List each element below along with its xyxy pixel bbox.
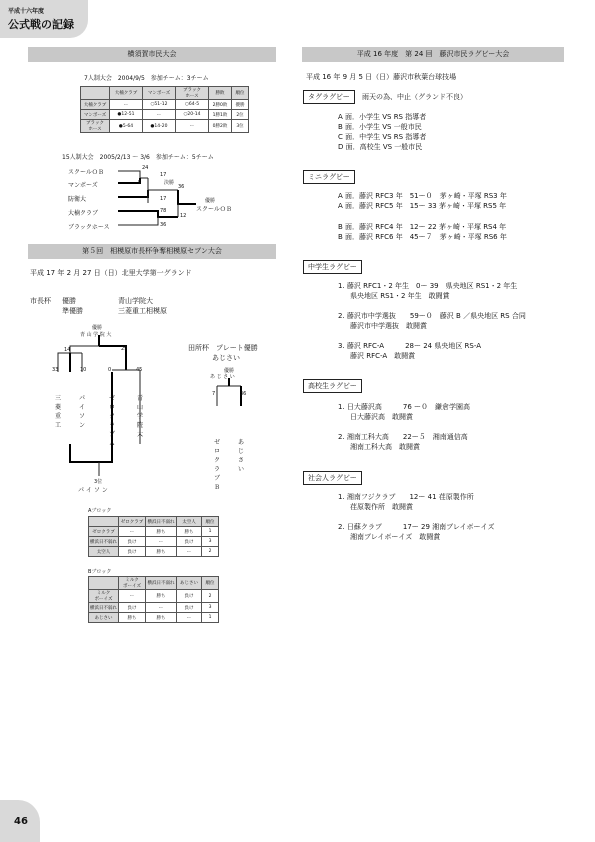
th-col: 順位: [202, 577, 219, 590]
table-row: [89, 590, 219, 603]
th-col: 太空人: [177, 517, 202, 527]
score: 78: [160, 208, 167, 214]
junior-match: 1. 藤沢 RFC1・2 年生 0ー 39 県央地区 RS1・2 年生: [338, 282, 518, 290]
cell: 勝ち: [177, 527, 202, 537]
plate-team: あじさい: [212, 354, 240, 362]
high-award: 湘南工科大高 敢闘賞: [350, 443, 420, 451]
cell: 勝ち: [119, 613, 146, 623]
page-number: 46: [14, 816, 28, 827]
score: 24: [142, 165, 149, 171]
cell: 勝ち: [146, 547, 177, 557]
team-mitsubishi: 三菱重工: [54, 395, 61, 429]
block-b-label: Bブロック: [88, 569, 112, 575]
cell: 2位: [232, 110, 249, 120]
cell: 3: [202, 603, 219, 613]
cell: ー: [146, 537, 177, 547]
cell: 3: [202, 537, 219, 547]
cell: ○51-12: [143, 100, 176, 110]
mini-line: B 面．藤沢 RFC4 年 12ー 22 茅ヶ崎・平塚 RS4 年: [338, 223, 507, 231]
junior-section-title: 中学生ラグビー: [303, 260, 362, 274]
team-black-horse: ブラックホース: [68, 224, 110, 231]
team-okusu: 大楠クラブ: [68, 210, 99, 217]
mini-line: B 面．藤沢 RFC6 年 45ー７ 茅ヶ崎・平塚 RS6 年: [338, 233, 507, 241]
high-section-title: 高校生ラグビー: [303, 379, 362, 393]
team-zero-a: ゼロクラブＡ: [108, 395, 115, 447]
cell: 1勝1敗: [209, 110, 232, 120]
tag-line: D 面．高校生 VS 一般市民: [338, 143, 423, 151]
fujisawa-date: 平成 16 年 9 月 5 日（日）藤沢市秋葉台球技場: [306, 73, 457, 81]
mini-line: A 面．藤沢 RFC5 年 15ー 33 茅ヶ崎・平塚 RS5 年: [338, 202, 507, 210]
row-head: 横浜日不弱れ: [89, 603, 119, 613]
badge-title: 公式戦の記録: [8, 18, 74, 31]
runner-label: 準優勝: [62, 307, 83, 315]
score: 17: [160, 172, 167, 178]
th-col: 横浜日不弱れ: [146, 577, 177, 590]
cell: 負け: [177, 537, 202, 547]
win-label: 優勝: [62, 297, 76, 305]
winner-team: スクールＯＢ: [196, 206, 232, 213]
adult-award: 湘南ブレイボーイズ 敢闘賞: [350, 533, 441, 541]
junior-match: 2. 藤沢市中学選抜 59ー０ 藤沢 B ／県央地区 RS 合同: [338, 312, 526, 320]
score: 7: [212, 391, 216, 397]
third-label: 3位: [94, 479, 103, 485]
cell: 負け: [119, 537, 146, 547]
th-col: あじさい: [177, 577, 202, 590]
cell: ●14-20: [143, 120, 176, 133]
runner-team: 三菱重工相模原: [118, 307, 167, 315]
row-head: マンボーズ: [81, 110, 110, 120]
junior-match: 3. 藤沢 RFC-A 28ー 24 県央地区 RS-A: [338, 342, 482, 350]
semi-label: 決勝: [164, 180, 175, 186]
cell: 勝ち: [146, 613, 177, 623]
cell: ー: [110, 100, 143, 110]
th-col: 大楠クラブ: [110, 87, 143, 100]
score: 5: [138, 180, 142, 186]
th-corner: [89, 517, 119, 527]
cell: ●5-64: [110, 120, 143, 133]
cell: 負け: [177, 590, 202, 603]
th-col: ブラック ホース: [176, 87, 209, 100]
plate-label: 田所杯 プレート優勝: [188, 344, 258, 352]
score: 10: [80, 367, 87, 373]
cell: 1: [202, 613, 219, 623]
fujisawa-header: 平成 16 年度 第 24 回 藤沢市民ラグビー大会: [302, 47, 564, 62]
team-zero-b: ゼロクラブＢ: [213, 439, 220, 491]
th-col: ミルク ボーイズ: [119, 577, 146, 590]
score: 17: [160, 196, 167, 202]
score: 36: [160, 222, 167, 228]
junior-award: 藤沢 RFC-A 敢闘賞: [350, 352, 416, 360]
tag-line: A 面．小学生 VS RS 指導者: [338, 113, 427, 121]
row-head: あじさい: [89, 613, 119, 623]
team-aoyama: 青山学院大: [136, 395, 143, 438]
adult-section-title: 社会人ラグビー: [303, 471, 362, 485]
sagamihara-header: 第５回 相模原市長杯争奪相模原セブン大会: [28, 244, 276, 259]
table-row: [89, 527, 219, 537]
block-a-label: Aブロック: [88, 508, 112, 514]
team-school-ob: スクールＯＢ: [68, 169, 104, 176]
cell: ●12-51: [110, 110, 143, 120]
final-label: 優勝: [92, 325, 103, 331]
cell: ○64-5: [176, 100, 209, 110]
cell: 勝ち: [146, 527, 177, 537]
score: 0: [108, 367, 112, 373]
adult-award: 荏原製作所 敢闘賞: [350, 503, 413, 511]
block-a-table: [88, 516, 219, 557]
cell: ー: [177, 547, 202, 557]
cell: 2: [202, 547, 219, 557]
team-boei: 防衛大: [68, 196, 87, 203]
score: 14: [64, 347, 71, 353]
plate-final-team: あ じ さ い: [210, 374, 235, 380]
tag-line: C 面．中学生 VS RS 指導者: [338, 133, 427, 141]
team-ajisai: あじさい: [237, 439, 244, 473]
cell: 勝ち: [146, 590, 177, 603]
score: 33: [52, 367, 59, 373]
tag-line: B 面．小学生 VS 一般市民: [338, 123, 422, 131]
cell: 2勝0敗: [209, 100, 232, 110]
score: 12: [180, 213, 187, 219]
seven-title: 7人制大会 2004/9/5 参加チーム：3チーム: [84, 75, 209, 82]
winner-label: 優勝: [205, 198, 216, 204]
high-match: 1. 日大藤沢高 76 ー０ 鎌倉学園高: [338, 403, 471, 411]
mini-section-title: ミニラグビー: [303, 170, 355, 184]
junior-award: 県央地区 RS1・2 年生 敢闘賞: [350, 292, 450, 300]
th-corner: [89, 577, 119, 590]
score: 29: [121, 346, 128, 352]
cell: 負け: [177, 603, 202, 613]
th-col: 勝敗: [209, 87, 232, 100]
score: 36: [240, 391, 247, 397]
th-col: ゼロクラブ: [119, 517, 146, 527]
cell: ー: [146, 603, 177, 613]
tag-note: 雨天の為、中止（グランド不良）: [362, 93, 467, 101]
final-team: 青 山 学 院 大: [80, 332, 112, 338]
mini-line: A 面．藤沢 RFC3 年 51ー０ 茅ヶ崎・平塚 RS3 年: [338, 192, 507, 200]
cell: 負け: [119, 603, 146, 613]
cell: 優勝: [232, 100, 249, 110]
cup-label: 市長杯: [30, 297, 51, 305]
team-manbozu: マンボーズ: [68, 182, 98, 189]
th-col: マンボーズ: [143, 87, 176, 100]
tag-section-title: タグラグビー: [303, 90, 355, 104]
th-col: 順位: [232, 87, 249, 100]
row-head: 太空人: [89, 547, 119, 557]
row-head: ミルク ボーイズ: [89, 590, 119, 603]
plate-final-label: 優勝: [224, 368, 235, 374]
th-col: 順位: [202, 517, 219, 527]
row-head: 横浜日不弱れ: [89, 537, 119, 547]
cell: 0勝2敗: [209, 120, 232, 133]
cell: ー: [119, 590, 146, 603]
score: 45: [136, 367, 143, 373]
table-row: [89, 547, 219, 557]
cell: ー: [119, 527, 146, 537]
team-python: パイソン: [78, 395, 85, 429]
table-row: [89, 537, 219, 547]
block-b-table: [88, 576, 219, 623]
score: 36: [178, 184, 185, 190]
page-number-tab: [0, 800, 40, 842]
sagamihara-date: 平成 17 年 2 月 27 日（日）北里大学第一グランド: [30, 269, 192, 277]
cell: ー: [176, 120, 209, 133]
cell: 1: [202, 527, 219, 537]
cell: ー: [177, 613, 202, 623]
third-team: パ イ ソ ン: [78, 487, 108, 494]
adult-match: 2. 日蘇クラブ 17ー 29 湘南ブレイボーイズ: [338, 523, 495, 531]
adult-match: 1. 湘南フジクラブ 12ー 41 荏原製作所: [338, 493, 474, 501]
cell: ○20-14: [176, 110, 209, 120]
junior-award: 藤沢市中学選抜 敢闘賞: [350, 322, 427, 330]
row-head: ブラック ホース: [81, 120, 110, 133]
row-head: 大楠クラブ: [81, 100, 110, 110]
fifteen-title: 15人制大会 2005/2/13 ～ 3/6 参加チーム：5チーム: [62, 154, 214, 161]
table-row: [89, 603, 219, 613]
cell: 3位: [232, 120, 249, 133]
badge-year: 平成十六年度: [8, 8, 45, 15]
yokosuka-header: 横須賀市民大会: [28, 47, 276, 62]
th-col: 横浜日不弱れ: [146, 517, 177, 527]
row-head: ゼロクラブ: [89, 527, 119, 537]
cell: ー: [143, 110, 176, 120]
high-match: 2. 湘南工科大高 22ー５ 湘南通信高: [338, 433, 468, 441]
win-team: 青山学院大: [118, 297, 153, 305]
cell: 負け: [119, 547, 146, 557]
high-award: 日大藤沢高 敢闘賞: [350, 413, 413, 421]
cell: 2: [202, 590, 219, 603]
table-row: [89, 613, 219, 623]
